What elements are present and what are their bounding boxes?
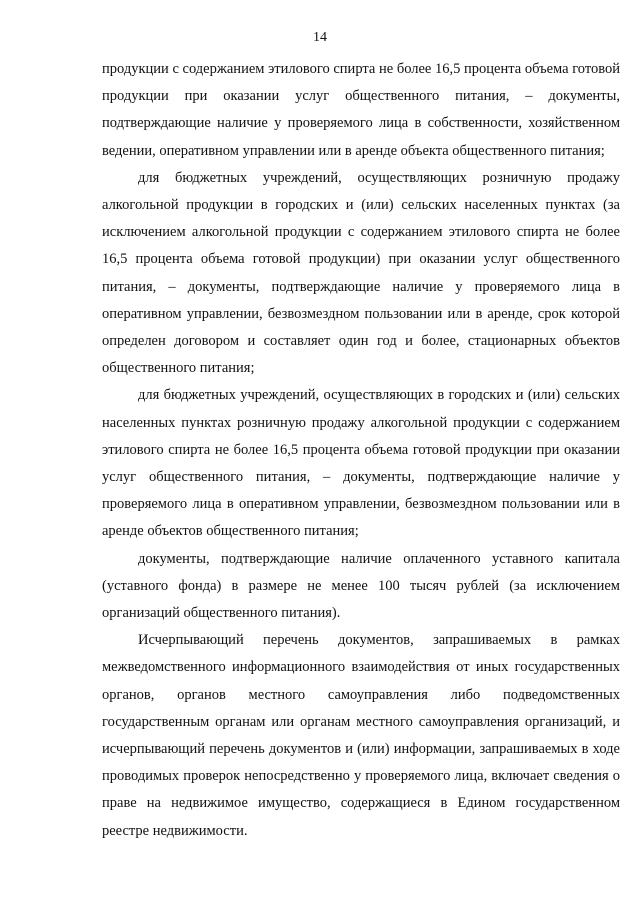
paragraph-budget-institutions-stationary: для бюджетных учреждений, осуществляющих розничную продажу алкогольной продукции в городских и (или) сельских населенных пунктах (за исключением алкогольной продукции с содержанием этилового спирта не более 16,5 процента объема готовой продукции) при оказании услуг общественного питания, – документы, подтверждающие наличие у проверяемого лица в оперативном управлении, безвозмездном пользовании или в аренде, срок которой определен договором и составляет один год и более, стационарных объектов общественного питания;	[102, 169, 620, 377]
document-body	[102, 56, 620, 845]
paragraph-budget-institutions-objects: для бюджетных учреждений, осуществляющих в городских и (или) сельских населенных пунктах розничную продажу алкогольной продукции с содержанием этилового спирта не более 16,5 процента объема готовой продукции при оказании услуг общественного питания, – документы, подтверждающие наличие у проверяемого лица в оперативном управлении, безвозмездном пользовании или в аренде объектов общественного питания;	[102, 387, 620, 540]
paragraph-charter-capital: документы, подтверждающие наличие оплаченного уставного капитала (уставного фонда) в размере не менее 100 тысяч рублей (за исключением организаций общественного питания).	[102, 550, 620, 622]
paragraph-document-list: Исчерпывающий перечень документов, запрашиваемых в рамках межведомственного информационного взаимодействия от иных государственных органов, органов местного самоуправления либо подведомственных государственным органам или органам местного самоуправления организаций, и исчерпывающий перечень документов и (или) информации, запрашиваемых в ходе проводимых проверок непосредственно у проверяемого лица, включает сведения о праве на недвижимое имущество, содержащиеся в Едином государственном реестре недвижимости.	[102, 632, 620, 839]
page-number: 14	[313, 30, 327, 45]
paragraph-continuation: продукции с содержанием этилового спирта не более 16,5 процента объема готовой продукции при оказании услуг общественного питания, – документы, подтверждающие наличие у проверяемого лица в собственности, хозяйственном ведении, оперативном управлении или в аренде объекта общественного питания;	[102, 61, 620, 159]
